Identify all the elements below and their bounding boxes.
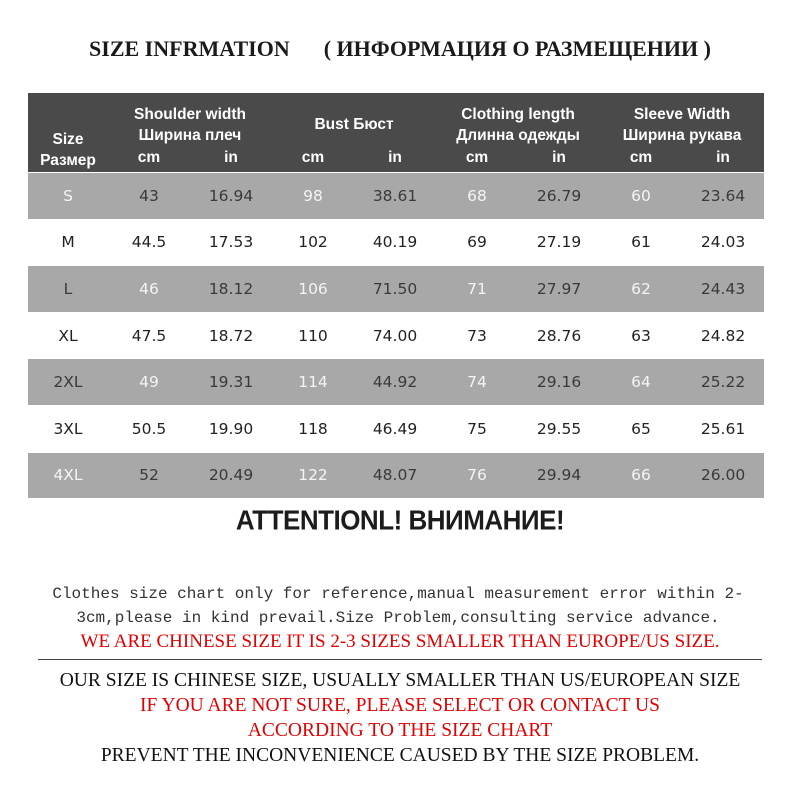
size-advice-line: OUR SIZE IS CHINESE SIZE, USUALLY SMALLER THAN US/EUROPEAN SIZE xyxy=(59,670,741,691)
unit-label: in xyxy=(190,147,272,173)
size-advice xyxy=(0,668,800,768)
header-sleeve-en: Sleeve Width xyxy=(633,106,731,123)
table-cell: 71.50 xyxy=(354,266,436,313)
table-cell: 68 xyxy=(436,173,518,220)
table-cell: 40.19 xyxy=(354,219,436,266)
table-cell: 44.92 xyxy=(354,359,436,406)
table-cell: 44.5 xyxy=(108,219,190,266)
page-title xyxy=(0,36,800,62)
table-cell: 69 xyxy=(436,219,518,266)
unit-label: in xyxy=(682,147,764,173)
attention-heading: ATTENTIONL! ВНИМАНИЕ! xyxy=(235,503,565,537)
table-cell: 47.5 xyxy=(108,312,190,359)
size-advice-line: ACCORDING TO THE SIZE CHART xyxy=(247,720,553,741)
table-cell-size: 4XL xyxy=(28,452,108,498)
unit-label: cm xyxy=(600,147,682,173)
unit-label: cm xyxy=(436,147,518,173)
table-cell: 74.00 xyxy=(354,312,436,359)
unit-label: in xyxy=(354,147,436,173)
header-sleeve-ru: Ширина рукава xyxy=(622,127,742,144)
table-cell: 24.43 xyxy=(682,266,764,313)
table-cell: 52 xyxy=(108,452,190,498)
table-cell: 27.97 xyxy=(518,266,600,313)
header-shoulder-en: Shoulder width xyxy=(134,106,246,123)
table-row xyxy=(28,173,764,220)
table-cell: 74 xyxy=(436,359,518,406)
table-cell: 29.16 xyxy=(518,359,600,406)
table-cell: 26.79 xyxy=(518,173,600,220)
table-cell: 20.49 xyxy=(190,452,272,498)
table-cell: 29.94 xyxy=(518,452,600,498)
table-cell: 118 xyxy=(272,405,354,452)
table-cell: 71 xyxy=(436,266,518,313)
table-cell-size: L xyxy=(28,266,108,313)
header-shoulder-ru: Ширина плеч xyxy=(138,127,242,144)
header-sleeve xyxy=(600,93,764,147)
table-cell: 24.03 xyxy=(682,219,764,266)
header-size-ru: Размер xyxy=(40,152,96,169)
table-cell: 16.94 xyxy=(190,173,272,220)
table-body xyxy=(28,173,764,499)
table-cell: 48.07 xyxy=(354,452,436,498)
table-cell: 17.53 xyxy=(190,219,272,266)
table-cell: 29.55 xyxy=(518,405,600,452)
table-cell-size: 3XL xyxy=(28,405,108,452)
table-cell: 114 xyxy=(272,359,354,406)
table-cell: 106 xyxy=(272,266,354,313)
header-bust xyxy=(272,93,436,147)
header-size xyxy=(28,93,108,173)
size-table xyxy=(28,93,764,498)
unit-label: cm xyxy=(108,147,190,173)
title-russian: ( ИНФОРМАЦИЯ О РАЗМЕЩЕНИИ ) xyxy=(323,36,711,61)
size-table-container xyxy=(28,93,764,498)
table-cell: 62 xyxy=(600,266,682,313)
table-cell-size: M xyxy=(28,219,108,266)
table-cell: 65 xyxy=(600,405,682,452)
table-cell: 18.12 xyxy=(190,266,272,313)
divider xyxy=(38,659,762,660)
table-cell: 122 xyxy=(272,452,354,498)
title-english: SIZE INFRMATION xyxy=(89,36,290,61)
table-cell: 27.19 xyxy=(518,219,600,266)
unit-label: cm xyxy=(272,147,354,173)
size-advice-line: PREVENT THE INCONVENIENCE CAUSED BY THE SIZE PROBLEM. xyxy=(100,745,700,766)
table-cell: 73 xyxy=(436,312,518,359)
reference-note-line: 3cm,please in kind prevail.Size Problem,consulting service advance. xyxy=(76,609,720,627)
table-cell: 24.82 xyxy=(682,312,764,359)
table-cell: 18.72 xyxy=(190,312,272,359)
table-row xyxy=(28,405,764,452)
table-row xyxy=(28,452,764,498)
table-cell: 63 xyxy=(600,312,682,359)
header-shoulder xyxy=(108,93,272,147)
size-advice-line: IF YOU ARE NOT SURE, PLEASE SELECT OR CONTACT US xyxy=(140,695,660,716)
reference-note xyxy=(28,582,768,630)
header-length xyxy=(436,93,600,147)
table-row xyxy=(28,359,764,406)
table-cell: 50.5 xyxy=(108,405,190,452)
table-cell: 60 xyxy=(600,173,682,220)
table-cell: 28.76 xyxy=(518,312,600,359)
reference-note-line: Clothes size chart only for reference,manual measurement error within 2- xyxy=(52,585,744,603)
table-cell-size: 2XL xyxy=(28,359,108,406)
table-cell: 75 xyxy=(436,405,518,452)
table-cell: 19.31 xyxy=(190,359,272,406)
header-bust-label: Bust Бюст xyxy=(314,115,394,133)
table-cell: 43 xyxy=(108,173,190,220)
table-cell: 102 xyxy=(272,219,354,266)
table-cell: 49 xyxy=(108,359,190,406)
table-cell: 76 xyxy=(436,452,518,498)
table-cell-size: S xyxy=(28,173,108,220)
header-size-en: Size xyxy=(52,131,84,148)
table-cell: 66 xyxy=(600,452,682,498)
table-cell: 98 xyxy=(272,173,354,220)
table-cell: 46 xyxy=(108,266,190,313)
table-cell: 61 xyxy=(600,219,682,266)
table-header xyxy=(28,93,764,173)
table-cell: 25.22 xyxy=(682,359,764,406)
chinese-size-warning: WE ARE CHINESE SIZE IT IS 2-3 SIZES SMALLER THAN EUROPE/US SIZE. xyxy=(80,631,720,652)
unit-label: in xyxy=(518,147,600,173)
header-length-en: Clothing length xyxy=(461,106,575,123)
table-cell: 38.61 xyxy=(354,173,436,220)
table-cell: 110 xyxy=(272,312,354,359)
table-cell: 25.61 xyxy=(682,405,764,452)
table-row xyxy=(28,312,764,359)
table-cell: 23.64 xyxy=(682,173,764,220)
table-cell: 26.00 xyxy=(682,452,764,498)
table-row xyxy=(28,219,764,266)
table-cell: 64 xyxy=(600,359,682,406)
table-cell: 46.49 xyxy=(354,405,436,452)
table-cell: 19.90 xyxy=(190,405,272,452)
table-cell-size: XL xyxy=(28,312,108,359)
header-length-ru: Длинна одежды xyxy=(456,127,580,144)
table-row xyxy=(28,266,764,313)
